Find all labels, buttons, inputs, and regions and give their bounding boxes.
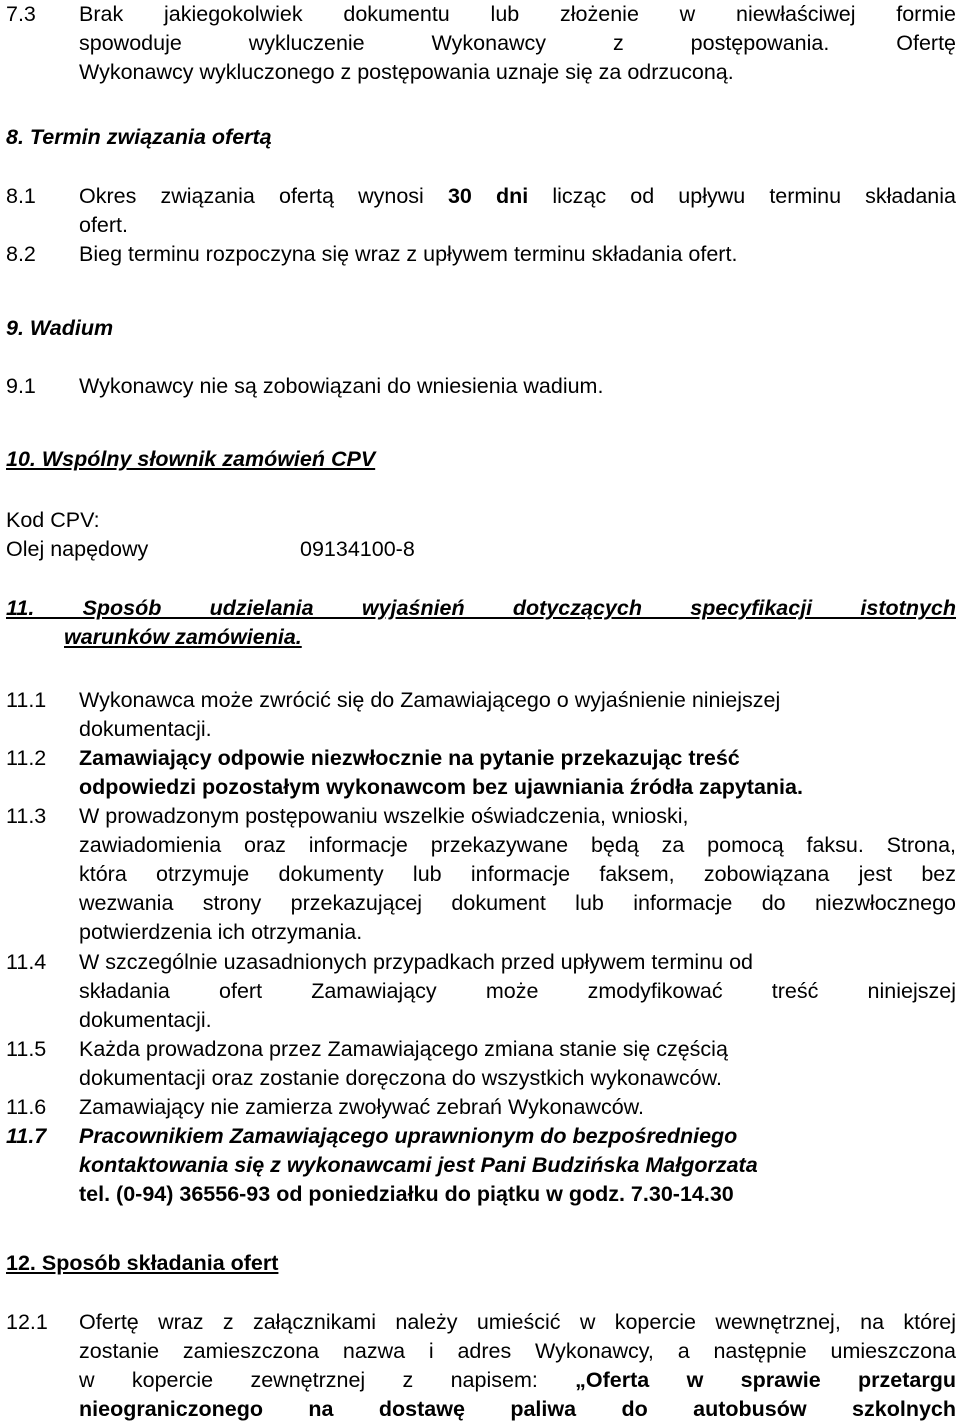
item-number: 11.3 [6,804,47,828]
text-line: Pracownikiem Zamawiającego uprawnionym do bezpośredniego [79,1124,738,1148]
text-line: W prowadzonym postępowaniu wszelkie oświadczenia, wnioski, [79,804,689,828]
text-line: Każda prowadzona przez Zamawiającego zmiana stanie się częścią [79,1037,728,1061]
text-line: która otrzymuje dokumenty lub informacje faksem, zobowiązana jest bez [79,862,956,886]
item-text [79,1035,956,1093]
text-line: składania ofert Zamawiający może zmodyfikować treść niniejszej [79,979,956,1003]
cpv-item-code: 09134100-8 [300,537,415,561]
bold-text: 30 dni [447,184,529,208]
item-text: Zamawiający nie zamierza zwoływać zebrań Wykonawców. [79,1095,644,1119]
section-9-heading: 9. Wadium [6,316,114,340]
item-number: 7.3 [6,2,36,26]
section-11-heading-cont: warunków zamówienia. [64,625,302,649]
item-number: 11.4 [6,950,47,974]
section-11-heading: 11. Sposób udzielania wyjaśnień dotyczących specyfikacji istotnych [6,596,956,620]
section-12-1-cont [79,1337,956,1424]
cpv-item-name: Olej napędowy [6,537,149,561]
item-text [79,802,956,947]
text-line: zostanie zamieszczona nazwa i adres Wykonawcy, a następnie umieszczona [79,1339,956,1363]
text-line: spowoduje wykluczenie Wykonawcy z postępowania. Ofertę [79,31,956,55]
text-run: Okres związania ofertą wynosi [79,184,448,208]
item-text [79,686,956,744]
item-text [79,744,956,802]
text-line: Brak jakiegokolwiek dokumentu lub złożenie w niewłaściwej formie [79,2,956,26]
text-run: w kopercie zewnętrznej z napisem: [79,1368,576,1392]
item-text: Wykonawcy nie są zobowiązani do wniesienia wadium. [79,374,604,398]
text-line: Wykonawcy wykluczonego z postępowania uznaje się za odrzuconą. [79,60,734,84]
item-text [79,948,956,1035]
text-line [79,182,956,211]
text-line: Ofertę wraz z załącznikami należy umieścić w kopercie wewnętrznej, na której [79,1310,956,1334]
text-line: Wykonawca może zwrócić się do Zamawiającego o wyjaśnienie niniejszej [79,688,781,712]
text-line: Zamawiający odpowie niezwłocznie na pytanie przekazując treść [79,746,740,770]
text-line: nieograniczonego na dostawę paliwa do autobusów szkolnych [79,1397,956,1421]
item-number: 11.1 [6,688,47,712]
bold-text: „Oferta w sprawie przetargu [575,1368,956,1392]
text-line: wezwania strony przekazującej dokument lub informacje do niezwłocznego [79,891,956,915]
text-line [79,1366,956,1395]
item-text [79,0,956,87]
text-line: W szczególnie uzasadnionych przypadkach przed upływem terminu od [79,950,754,974]
item-number: 11.5 [6,1037,47,1061]
section-12-heading: 12. Sposób składania ofert [6,1251,279,1275]
cpv-label: Kod CPV: [6,508,100,532]
text-line: dokumentacji oraz zostanie doręczona do wszystkich wykonawców. [79,1066,722,1090]
item-number: 8.2 [6,242,36,266]
item-number: 11.7 [6,1124,47,1148]
item-number: 11.6 [6,1095,47,1119]
text-line: zawiadomienia oraz informacje przekazywane będą za pomocą faksu. Strona, [79,833,956,857]
item-text [79,182,956,240]
text-line: dokumentacji. [79,717,212,741]
item-number: 8.1 [6,184,36,208]
text-line: odpowiedzi pozostałym wykonawcom bez ujawniania źródła zapytania. [79,775,803,799]
item-text: Bieg terminu rozpoczyna się wraz z upływem terminu składania ofert. [79,242,738,266]
section-10-heading: 10. Wspólny słownik zamówień CPV [6,447,376,471]
section-8-heading: 8. Termin związania ofertą [6,125,272,149]
item-number: 9.1 [6,374,36,398]
text-line: kontaktowania się z wykonawcami jest Pani Budzińska Małgorzata [79,1153,758,1177]
item-number: 12.1 [6,1310,48,1334]
item-text [79,1308,956,1337]
text-line: dokumentacji. [79,1008,212,1032]
item-number: 11.2 [6,746,47,770]
item-text [79,1122,956,1209]
text-run: licząc od upływu terminu składania [528,184,956,208]
text-line: potwierdzenia ich otrzymania. [79,920,363,944]
text-line: tel. (0-94) 36556-93 od poniedziałku do piątku w godz. 7.30-14.30 [79,1182,734,1206]
text-line: ofert. [79,213,128,237]
